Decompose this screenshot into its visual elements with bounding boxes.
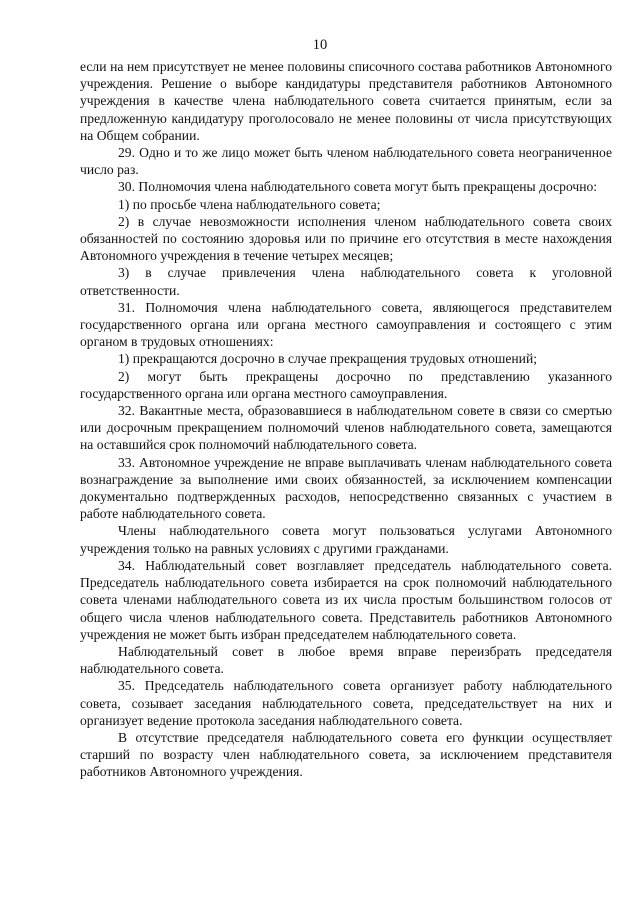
list-item: 1) по просьбе члена наблюдательного совета; (118, 196, 381, 212)
paragraph: 31. Полномочия члена наблюдательного совета, являющегося представителем государственного органа или органа местного самоуправления и состоящего с этим органом в трудовых отношениях: (80, 299, 612, 350)
paragraph: если на нем присутствует не менее половины списочного состава работников Автономного учреждения. Решение о выборе кандидатуры представителя работников Автономного учреждения в качестве члена наблюдательного совета считается принятым, если за предложенную кандидатуру проголосовало не менее половины от числа присутствующих на Общем собрании. (80, 59, 612, 143)
page-number: 10 (312, 37, 328, 53)
list-item: 3) в случае привлечения члена наблюдательного совета к уголовной ответственности. (80, 265, 612, 298)
document-body (80, 58, 612, 781)
paragraph: 32. Вакантные места, образовавшиеся в наблюдательном совете в связи со смертью или досрочным прекращением полномочий членов наблюдательного совета, замещаются на оставшийся срок полномочий наблюдательного совета. (80, 403, 612, 453)
paragraph: В отсутствие председателя наблюдательного совета его функции осуществляет старший по возрасту член наблюдательного совета, за исключением представителя работников Автономного учреждения. (80, 729, 612, 780)
paragraph: Члены наблюдательного совета могут пользоваться услугами Автономного учреждения только на равных условиях с другими гражданами. (80, 523, 612, 556)
paragraph: Наблюдательный совет в любое время вправе переизбрать председателя наблюдательного совета. (80, 643, 612, 677)
list-item: 2) могут быть прекращены досрочно по представлению указанного государственного органа или органа местного самоуправления. (80, 368, 612, 401)
paragraph: 34. Наблюдательный совет возглавляет председатель наблюдательного совета. Председатель наблюдательного совета избирается на срок полномочий наблюдательного совета членами наблюдательного совета из их числа простым большинством голосов от общего числа членов наблюдательного совета. Представитель работников Автономного учреждения не может быть избран председателем наблюдательного совета. (80, 557, 612, 642)
paragraph: 35. Председатель наблюдательного совета организует работу наблюдательного совета, созывает заседания наблюдательного совета, председательствует на них и организует ведение протокола заседания наблюдательного совета. (80, 678, 612, 728)
list-item: 1) прекращаются досрочно в случае прекращения трудовых отношений; (118, 351, 537, 367)
paragraph: 30. Полномочия члена наблюдательного совета могут быть прекращены досрочно: (118, 179, 598, 195)
list-item: 2) в случае невозможности исполнения членом наблюдательного совета своих обязанностей по состоянию здоровья или по причине его отсутствия в месте нахождения Автономного учреждения в течение четырех месяцев; (80, 213, 612, 264)
paragraph: 29. Одно и то же лицо может быть членом наблюдательного совета неограниченное число раз. (80, 145, 612, 178)
paragraph: 33. Автономное учреждение не вправе выплачивать членам наблюдательного совета вознаграждение за выполнение ими своих обязанностей, за исключением компенсации документально подтвержденных расходов, непосредственно связанных с участием в работе наблюдательного совета. (80, 454, 612, 522)
